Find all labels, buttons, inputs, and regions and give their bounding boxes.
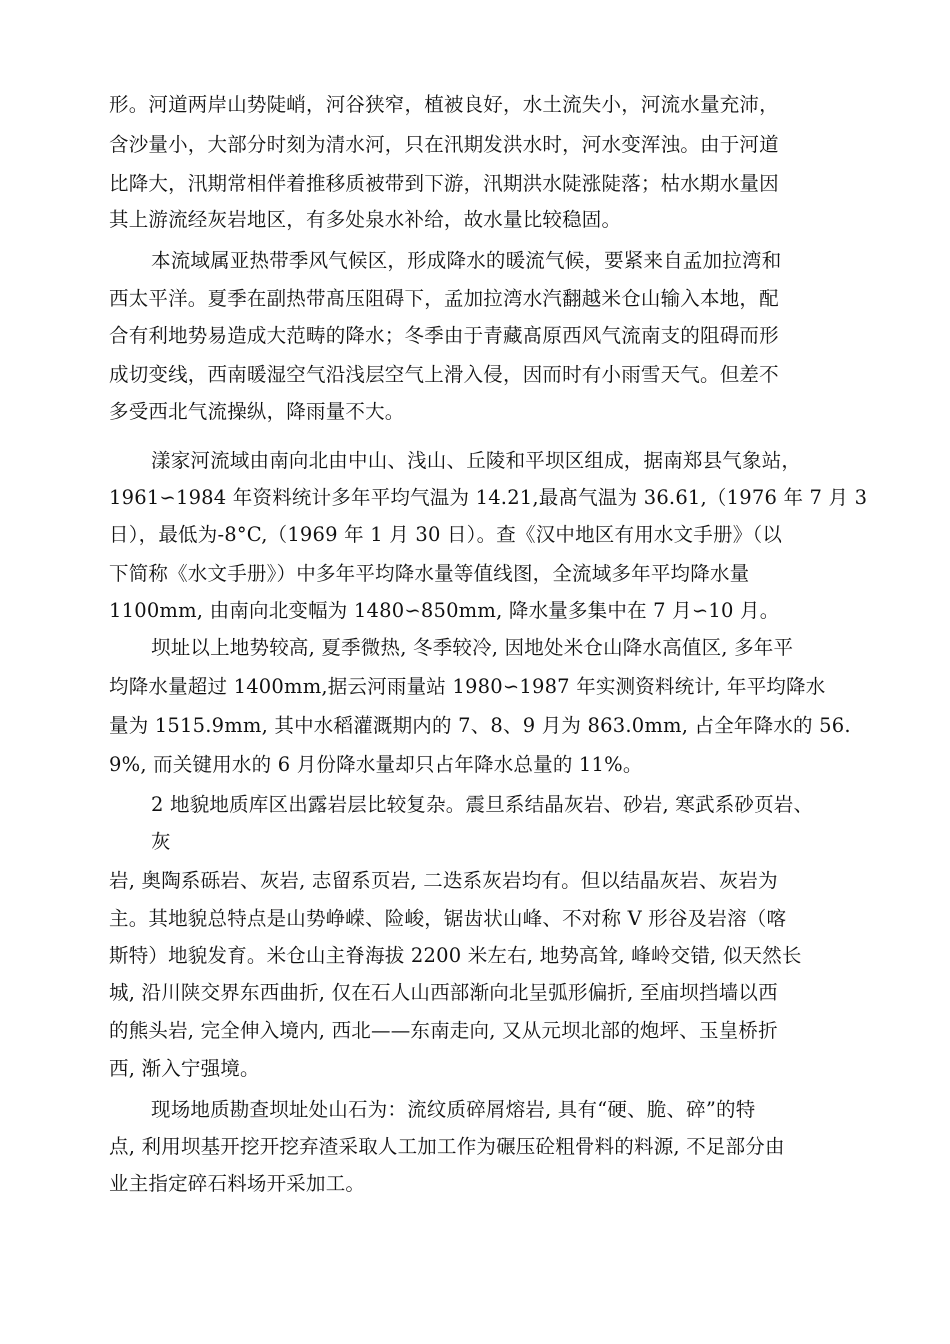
text-line: 现场地质勘查坝址处山石为：流纹质碎屑熔岩, 具有“硬、脆、碎”的特 bbox=[151, 1098, 756, 1121]
text-line: 下简称《水文手册》）中多年平均降水量等值线图，全流域多年平均降水量 bbox=[109, 562, 750, 585]
text-line: 含沙量小，大部分时刻为清水河，只在汛期发洪水时，河水变浑浊。由于河道 bbox=[109, 133, 779, 156]
text-line: 漾家河流域由南向北由中山、浅山、丘陵和平坝区组成，据南郑县气象站， bbox=[151, 449, 802, 472]
text-line: 西太平洋。夏季在副热带髙压阻碍下，孟加拉湾水汽翻越米仓山输入本地，配 bbox=[109, 287, 779, 310]
text-line: 合有利地势易造成大范畴的降水；冬季由于青藏髙原西风气流南支的阻碍而形 bbox=[109, 324, 779, 347]
text-line: 业主指定碎石料场开采加工。 bbox=[109, 1172, 366, 1195]
text-line: 坝址以上地势较高, 夏季微热, 冬季较冷, 因地处米仓山降水高值区, 多年平 bbox=[151, 636, 794, 659]
text-line: 成切变线，西南暖湿空气沿浅层空气上滑入侵，因而时有小雨雪天气。但差不 bbox=[109, 363, 779, 386]
text-line: 形。河道两岸山势陡峭，河谷狭窄，植被良好，水土流失小，河流水量充沛， bbox=[109, 93, 779, 116]
text-line: 主。其地貌总特点是山势峥嵘、险峻，锯齿状山峰、不对称 V 形谷及岩溶（喀 bbox=[109, 907, 787, 930]
text-line: 1961∽1984 年资料统计多年平均气温为 14.21,最髙气温为 36.61,（1976 年 7 月 3 bbox=[109, 486, 868, 509]
text-line: 点, 利用坝基开挖开挖弃渣采取人工加工作为碾压砼粗骨料的料源, 不足部分由 bbox=[109, 1135, 785, 1158]
text-line: 其上游流经灰岩地区，有多处泉水补给，故水量比较稳固。 bbox=[109, 208, 622, 231]
text-line: 2 地貌地质库区出露岩层比较复杂。震旦系结晶灰岩、砂岩, 寒武系砂页岩、 bbox=[151, 793, 814, 816]
text-line: 比降大，汛期常相伴着推移质被带到下游，汛期洪水陡涨陡落；枯水期水量因 bbox=[109, 172, 779, 195]
text-line: 均降水量超过 1400mm,据云河雨量站 1980∽1987 年实测资料统计, 年平均降水 bbox=[109, 675, 826, 698]
text-line: 西, 渐入宁强境。 bbox=[109, 1057, 260, 1080]
text-line: 城, 沿川陕交界东西曲折, 仅在石人山西部渐向北呈弧形偏折, 至庙坝挡墙以西 bbox=[109, 981, 778, 1004]
text-line: 9%, 而关键用水的 6 月份降水量却只占年降水总量的 11%。 bbox=[109, 753, 643, 776]
text-line: 日），最低为-8°C,（1969 年 1 月 30 日）。查《汉中地区有用水文手册》（以 bbox=[109, 523, 783, 546]
text-line: 岩, 奥陶系砾岩、灰岩, 志留系页岩, 二迭系灰岩均有。但以结晶灰岩、灰岩为 bbox=[109, 869, 778, 892]
text-line: 的熊头岩, 完全伸入境内, 西北——东南走向, 又从元坝北部的炮坪、玉皇桥折 bbox=[109, 1019, 778, 1042]
text-line: 1100mm, 由南向北变幅为 1480∽850mm, 降水量多集中在 7 月∽10 月。 bbox=[109, 599, 780, 622]
text-line: 灰 bbox=[151, 830, 171, 853]
text-line: 斯特）地貌发育。米仓山主脊海拔 2200 米左右, 地势高耸, 峰岭交错, 似天然长 bbox=[109, 944, 802, 967]
text-line: 量为 1515.9mm, 其中水稻灌溉期内的 7、8、9 月为 863.0mm, 占全年降水的 56. bbox=[109, 714, 851, 737]
text-line: 多受西北气流操纵，降雨量不大。 bbox=[109, 400, 405, 423]
text-line: 本流域属亚热带季风气候区，形成降水的暖流气候，要紧来自孟加拉湾和 bbox=[151, 249, 782, 272]
